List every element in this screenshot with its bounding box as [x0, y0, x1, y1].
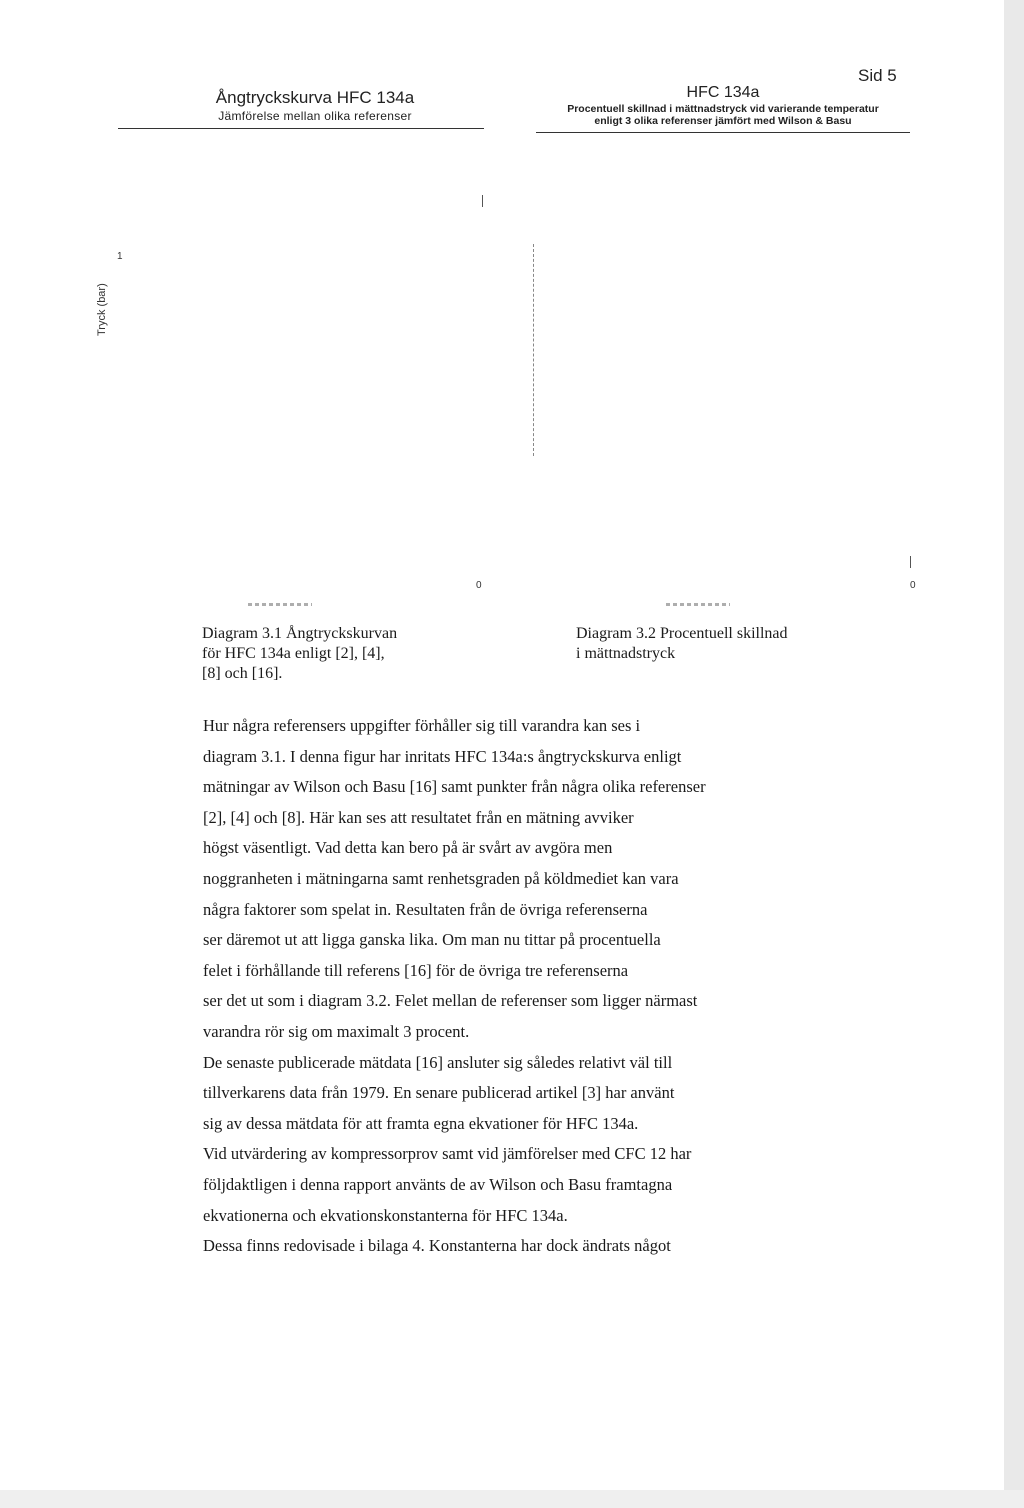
body-line: högst väsentligt. Vad detta kan bero på är svårt av avgöra men: [203, 838, 613, 858]
figure-2-dashed-axis: [533, 244, 538, 456]
figure-2-subtitle-line: enligt 3 olika referenser jämfört med Wilson & Basu: [594, 115, 852, 127]
body-line: tillverkarens data från 1979. En senare publicerad artikel [3] har använt: [203, 1083, 675, 1103]
page-edge-bottom: [0, 1490, 1024, 1508]
body-line: felet i förhållande till referens [16] för de övriga tre referenserna: [203, 960, 629, 980]
body-paragraphs: [203, 711, 903, 1262]
body-line: ser däremot ut att ligga ganska lika. Om man nu tittar på procentuella: [203, 930, 661, 950]
figure-1-y-axis-label: Tryck (bar): [96, 283, 108, 336]
caption-line: Diagram 3.1 Ångtryckskurvan: [202, 625, 398, 642]
body-line: De senaste publicerade mätdata [16] ansluter sig således relativt väl till: [203, 1052, 673, 1072]
page-edge-right: [1004, 0, 1024, 1508]
figure-2-caption: [576, 624, 896, 664]
figure-2-tick-bottom: 0: [910, 580, 916, 591]
figure-1-plot-area: [118, 128, 484, 601]
body-line: sig av dessa mätdata för att framta egna ekvationer för HFC 134a.: [203, 1113, 639, 1133]
figure-1-subtitle: Jämförelse mellan olika referenser: [218, 109, 412, 123]
body-line: några faktorer som spelat in. Resultaten från de övriga referenserna: [203, 899, 648, 919]
body-line: noggranheten i mätningarna samt renhetsgraden på köldmediet kan vara: [203, 868, 679, 888]
body-line: varandra rör sig om maximalt 3 procent.: [203, 1021, 470, 1041]
figure-2-subtitle: [528, 103, 918, 127]
figure-2-plot-area: [536, 132, 910, 601]
figure-2-axis-stub: [910, 556, 911, 568]
body-line: följdaktligen i denna rapport använts de av Wilson och Basu framtagna: [203, 1174, 673, 1194]
body-line: Vid utvärdering av kompressorprov samt vid jämförelser med CFC 12 har: [203, 1144, 692, 1164]
body-line: Dessa finns redovisade i bilaga 4. Konstanterna har dock ändrats något: [203, 1236, 671, 1256]
figure-1-x-axis-label-faded: [248, 603, 312, 606]
caption-line: [8] och [16].: [202, 665, 283, 682]
body-line: diagram 3.1. I denna figur har inritats HFC 134a:s ångtryckskurva enligt: [203, 746, 682, 766]
body-line: ekvationerna och ekvationskonstanterna för HFC 134a.: [203, 1205, 568, 1225]
figure-2-title: HFC 134a: [686, 84, 760, 101]
figure-2-x-axis-label-faded: [666, 603, 730, 606]
body-line: [2], [4] och [8]. Här kan ses att resultatet från en mätning avviker: [203, 807, 634, 827]
body-line: mätningar av Wilson och Basu [16] samt punkter från några olika referenser: [203, 777, 706, 797]
body-line: Hur några referensers uppgifter förhåller sig till varandra kan ses i: [203, 716, 641, 735]
figure-1-axis-stub: [482, 195, 483, 207]
page-number: Sid 5: [858, 66, 897, 85]
figure-1-tick-bottom: 0: [476, 580, 482, 591]
caption-line: i mättnadstryck: [576, 645, 676, 662]
figure-1-caption: [202, 624, 502, 684]
figure-2-subtitle-line: Procentuell skillnad i mättnadstryck vid varierande temperatur: [567, 103, 879, 115]
figure-1-title: Ångtryckskurva HFC 134a: [215, 88, 415, 107]
figure-1-tick-top: 1: [117, 251, 123, 262]
caption-line: Diagram 3.2 Procentuell skillnad: [576, 625, 788, 642]
body-line: ser det ut som i diagram 3.2. Felet mellan de referenser som ligger närmast: [203, 991, 698, 1011]
caption-line: för HFC 134a enligt [2], [4],: [202, 645, 385, 662]
